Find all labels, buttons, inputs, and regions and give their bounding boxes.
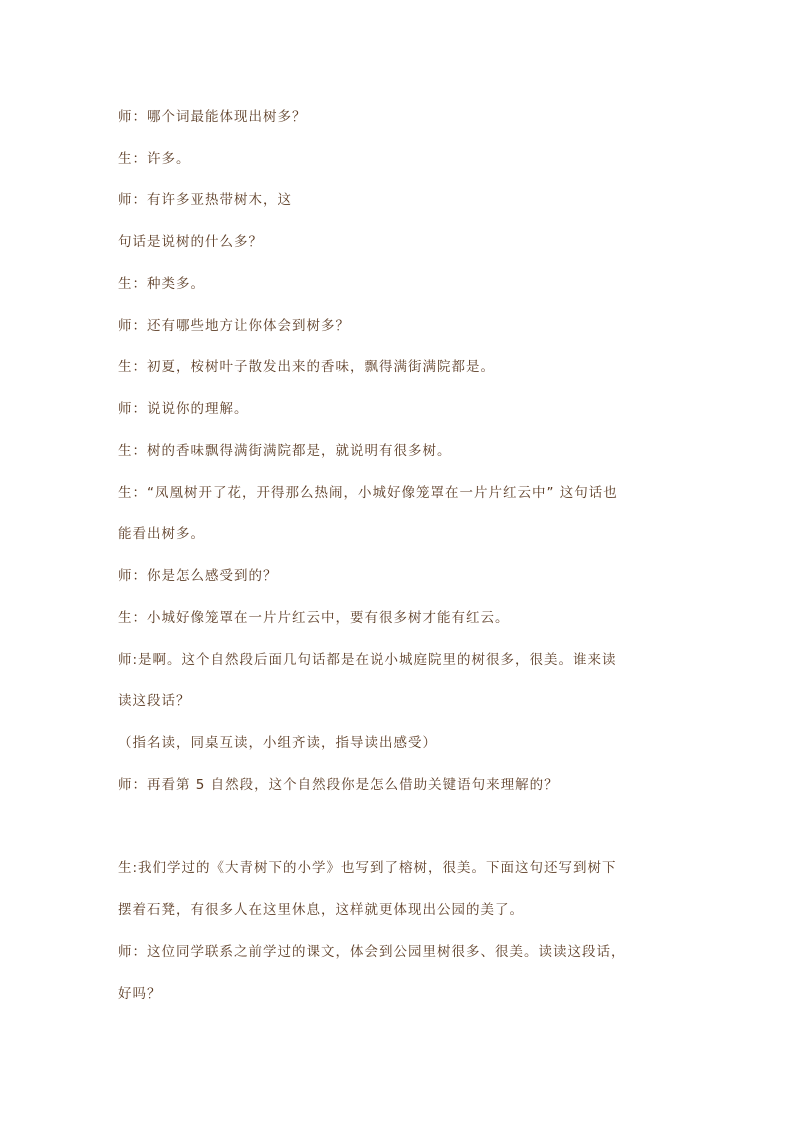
- stage-direction-line: （指名读，同桌互读，小组齐读，指导读出感受）: [118, 735, 437, 751]
- dialogue-line: 师:是啊。这个自然段后面几句话都是在说小城庭院里的树很多，很美。谁来读: [118, 652, 617, 668]
- dialogue-line: 摆着石凳，有很多人在这里休息，这样就更体现出公园的美了。: [118, 902, 524, 918]
- dialogue-line: 生：小城好像笼罩在一片片红云中，要有很多树才能有红云。: [118, 610, 510, 626]
- dialogue-line: 师：说说你的理解。: [118, 401, 249, 417]
- dialogue-line: 生：种类多。: [118, 276, 205, 292]
- dialogue-line: 生：“凤凰树开了花，开得那么热闹，小城好像笼罩在一片片红云中” 这句话也: [118, 485, 618, 501]
- dialogue-line: 师：哪个词最能体现出树多？: [118, 109, 307, 125]
- dialogue-line: 生：初夏，桉树叶子散发出来的香味，飘得满街满院都是。: [118, 359, 495, 375]
- dialogue-line: 能看出树多。: [118, 526, 205, 542]
- dialogue-line: 生:我们学过的《大青树下的小学》也写到了榕树，很美。下面这句还写到树下: [118, 860, 617, 876]
- dialogue-line: 师：你是怎么感受到的？: [118, 568, 278, 584]
- dialogue-line: 师：这位同学联系之前学过的课文，体会到公园里树很多、很美。读读这段话，: [118, 944, 626, 960]
- dialogue-line: 师：再看第 5 自然段，这个自然段你是怎么借助关键语句来理解的？: [118, 777, 559, 793]
- dialogue-line: 生：树的香味飘得满街满院都是，就说明有很多树。: [118, 443, 452, 459]
- dialogue-line: 好吗？: [118, 986, 162, 1002]
- dialogue-line: 师：还有哪些地方让你体会到树多？: [118, 318, 350, 334]
- dialogue-line: 读这段话？: [118, 693, 191, 709]
- dialogue-line: 句话是说树的什么多？: [118, 234, 263, 250]
- dialogue-line: 生：许多。: [118, 151, 191, 167]
- dialogue-line: 师：有许多亚热带树木，这: [118, 192, 292, 208]
